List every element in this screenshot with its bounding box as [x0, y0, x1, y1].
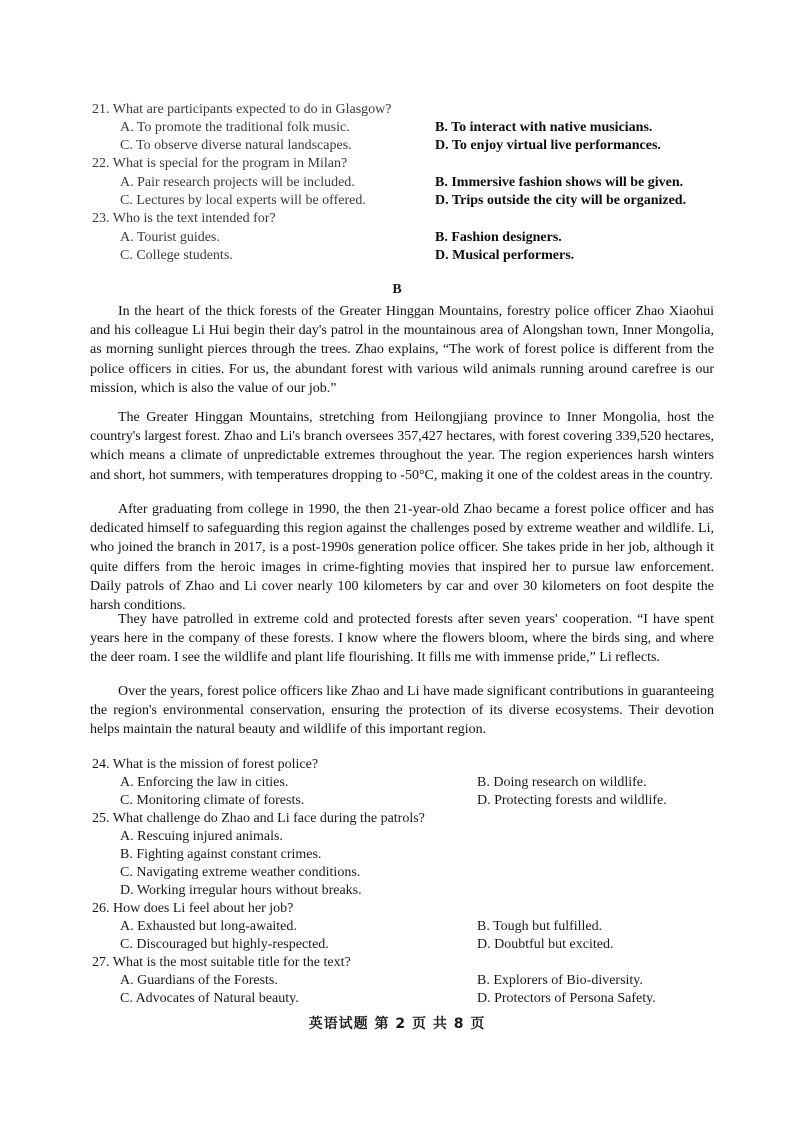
question-24-stem: 24. What is the mission of forest police? [92, 757, 319, 772]
question-22-stem: 22. What is special for the program in Milan? [92, 156, 348, 171]
question-27-option-d: D. Protectors of Persona Safety. [477, 991, 656, 1006]
passage-paragraph-2: The Greater Hinggan Mountains, stretching from Heilongjiang province to Inner Mongolia, host the country's largest forest. Zhao and Li's branch oversees 357,427 hectares, with forest covering 339,520 hectares, which means a climate of unpredictable extremes throughout the year. The region experiences harsh winters and short, hot summers, with temperatures dropping to -50°C, making it one of the coldest areas in the country. [90, 410, 714, 483]
passage-paragraph-3: After graduating from college in 1990, the then 21-year-old Zhao became a forest police officer and has dedicated himself to safeguarding this region against the challenges posed by extreme weather and wildlife. Li, who joined the branch in 2017, is a post-1990s generation police officer. She takes pride in her job, although it quite differs from the heroic images in crime-fighting movies that inspired her to pursue law enforcement. Daily patrols of Zhao and Li cover nearly 100 kilometers by car and over 30 kilometers on foot despite the harsh conditions. [90, 502, 714, 614]
question-22-option-a: A. Pair research projects will be included. [120, 175, 355, 190]
question-23-stem: 23. Who is the text intended for? [92, 211, 276, 226]
question-23-option-b: B. Fashion designers. [435, 230, 562, 245]
passage-paragraph-1: In the heart of the thick forests of the Greater Hinggan Mountains, forestry police officer Zhao Xiaohui and his colleague Li Hui begin their day's patrol in the mountainous area of Alongshan town, Inner Mongolia, as morning sunlight pierces through the trees. Zhao explains, “The work of forest police is different from the police officers in cities. For us, the abundant forest with various wild animals running around carefree is our mission, which is also the value of our job.” [90, 304, 714, 396]
question-25-option-a: A. Rescuing injured animals. [120, 829, 283, 844]
question-23-option-c: C. College students. [120, 248, 233, 263]
question-21-option-b: B. To interact with native musicians. [435, 120, 653, 135]
question-24-option-d: D. Protecting forests and wildlife. [477, 793, 667, 808]
question-21-option-a: A. To promote the traditional folk music. [120, 120, 350, 135]
question-26-option-a: A. Exhausted but long-awaited. [120, 919, 297, 934]
question-26-stem: 26. How does Li feel about her job? [92, 901, 294, 916]
question-27-option-c: C. Advocates of Natural beauty. [120, 991, 299, 1006]
question-22-option-c: C. Lectures by local experts will be offered. [120, 193, 366, 208]
question-21-stem: 21. What are participants expected to do in Glasgow? [92, 102, 392, 117]
question-25-option-d: D. Working irregular hours without breaks. [120, 883, 362, 898]
question-25-option-b: B. Fighting against constant crimes. [120, 847, 322, 862]
question-26-option-b: B. Tough but fulfilled. [477, 919, 603, 934]
question-22-option-d: D. Trips outside the city will be organized. [435, 193, 687, 208]
question-24-option-b: B. Doing research on wildlife. [477, 775, 647, 790]
question-24-option-c: C. Monitoring climate of forests. [120, 793, 305, 808]
question-27-option-a: A. Guardians of the Forests. [120, 973, 278, 988]
question-21-option-c: C. To observe diverse natural landscapes. [120, 138, 352, 153]
page-footer: 英语试题 第 2 页 共 8 页 [308, 1016, 486, 1032]
section-label: B [392, 282, 402, 297]
question-23-option-a: A. Tourist guides. [120, 230, 220, 245]
question-27-stem: 27. What is the most suitable title for the text? [92, 955, 351, 970]
passage-paragraph-5: Over the years, forest police officers like Zhao and Li have made significant contributions in guaranteeing the region's environmental conservation, ensuring the protection of its diverse ecosystems. Their devotion helps maintain the natural beauty and wildlife of this important region. [90, 684, 714, 738]
question-21-option-d: D. To enjoy virtual live performances. [435, 138, 661, 153]
question-25-stem: 25. What challenge do Zhao and Li face during the patrols? [92, 811, 425, 826]
question-26-option-c: C. Discouraged but highly-respected. [120, 937, 329, 952]
passage-paragraph-4: They have patrolled in extreme cold and protected forests after seven years' cooperation. “I have spent years here in the company of these forests. I know where the flowers bloom, where the birds sing, and where the deer roam. I see the wildlife and plant life flourishing. It fills me with immense pride,” Li reflects. [90, 612, 714, 666]
question-23-option-d: D. Musical performers. [435, 248, 575, 263]
question-25-option-c: C. Navigating extreme weather conditions. [120, 865, 361, 880]
question-26-option-d: D. Doubtful but excited. [477, 937, 614, 952]
question-24-option-a: A. Enforcing the law in cities. [120, 775, 289, 790]
question-27-option-b: B. Explorers of Bio-diversity. [477, 973, 643, 988]
question-22-option-b: B. Immersive fashion shows will be given. [435, 175, 684, 190]
